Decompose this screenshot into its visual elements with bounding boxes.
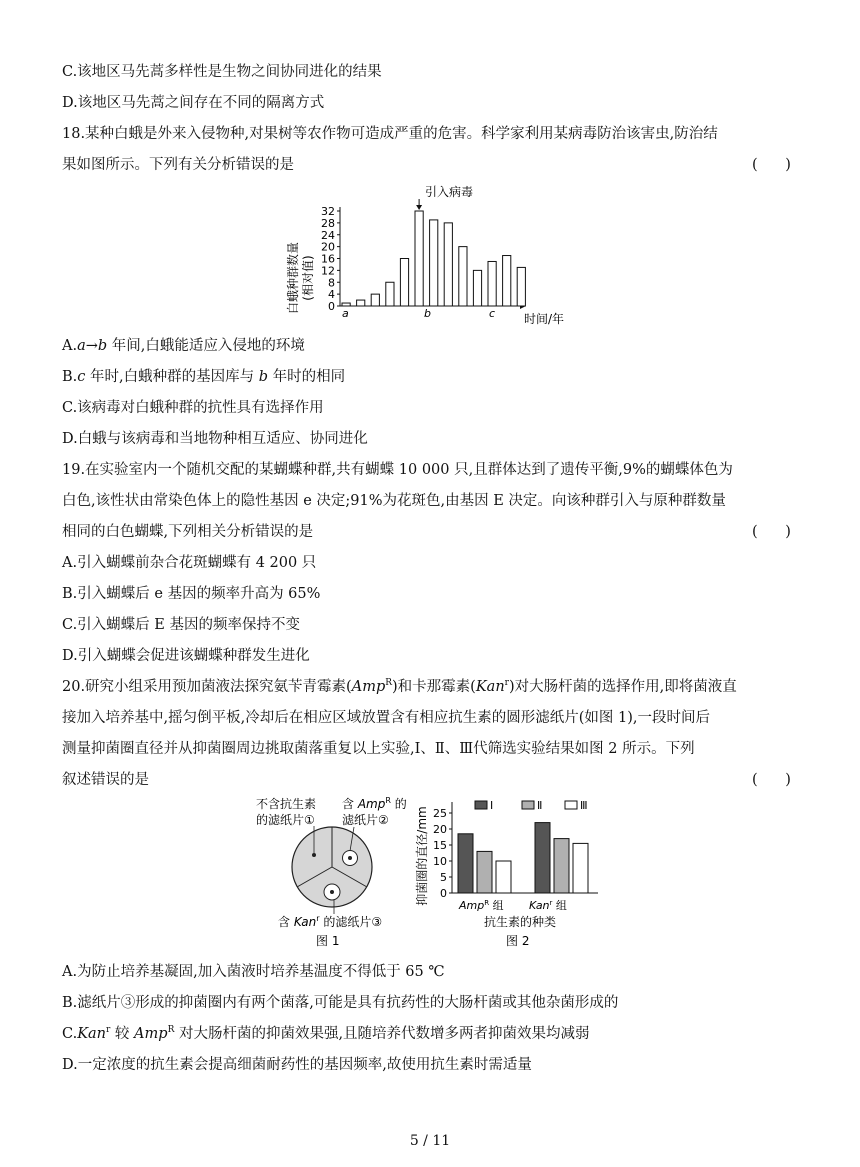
q18-stem-line2: 果如图所示。下列有关分析错误的是 [62,157,294,173]
filter-paper-3 [330,890,334,894]
inhibition-chart-ytick-label: 10 [433,855,447,868]
q19-stem-line2: 白色,该性状由常染色体上的隐性基因 e 决定;91%为花斑色,由基因 E 决定。向该种群引入与原种群数量 [62,493,726,509]
inhibition-legend-swatch [475,801,487,809]
moth-chart-ytick-label: 24 [321,228,335,242]
q19-option-c: C.引入蝴蝶后 E 基因的频率保持不变 [62,617,300,633]
inhibition-chart-category-kan: Kan$^r$ 组 [529,899,567,912]
inhibition-chart-ytick-label: 25 [433,807,447,820]
q20-stem-line3: 测量抑菌圈直径并从抑菌圈周边挑取菌落重复以上实验,Ⅰ、Ⅱ、Ⅲ代筛选实验结果如图 2 所示。下列 [62,741,695,757]
inhibition-legend-label: Ⅰ [490,799,494,812]
moth-chart-marker-a: a [342,307,349,320]
q20-option-a: A.为防止培养基凝固,加入菌液时培养基温度不得低于 65 ℃ [62,964,445,980]
moth-chart-bar [342,303,350,306]
moth-chart-xlabel: 时间/年 [524,312,565,326]
moth-chart-bar [430,220,438,306]
moth-population-chart [280,182,580,328]
q19-answer-paren: ( ) [752,524,791,540]
moth-chart-bar [415,211,423,306]
inhibition-chart-category-amp: Amp$^R$ 组 [459,899,504,912]
q20-option-c: C.Kan$^r$ 较 Amp$^R$ 对大肠杆菌的抑菌效果强,且随培养代数增多两者抑菌效果均减弱 [62,1025,590,1042]
moth-chart-bar [386,282,394,306]
inhibition-legend-label: Ⅱ [537,799,543,812]
q18-option-b: B.c 年时,白蛾种群的基因库与 b 年时的相同 [62,369,346,385]
inhibition-chart-bar [458,834,473,893]
inhibition-chart-bar [496,861,511,893]
fig1-caption: 图 1 [316,934,340,948]
q18-answer-paren: ( ) [752,157,791,173]
inhibition-chart-bar [535,823,550,893]
q18-option-a: A.a→b 年间,白蛾能适应入侵地的环境 [62,338,305,354]
inhibition-zone-chart [412,796,612,951]
moth-chart-bar [444,223,452,306]
q19-option-b: B.引入蝴蝶后 e 基因的频率升高为 65% [62,586,321,602]
q20-stem-line2: 接加入培养基中,摇匀倒平板,冷却后在相应区域放置含有相应抗生素的圆形滤纸片(如图 1),一段时间后 [62,710,710,726]
page-number: 5 / 11 [409,1133,451,1149]
moth-chart-ylabel-2: (相对值) [301,255,315,301]
q20-option-d: D.一定浓度的抗生素会提高细菌耐药性的基因频率,故使用抗生素时需适量 [62,1057,532,1073]
q19-stem-line3: 相同的白色蝴蝶,下列相关分析错误的是 [62,524,314,540]
q17-option-d: D.该地区马先蒿之间存在不同的隔离方式 [62,95,325,111]
q20-answer-paren: ( ) [752,772,791,788]
inhibition-chart-ytick-label: 5 [440,871,447,884]
inhibition-chart-ytick-label: 0 [440,887,447,900]
q17-option-c: C.该地区马先蒿多样性是生物之间协同进化的结果 [62,64,382,80]
moth-chart-bar [473,270,481,306]
moth-chart-bar [400,259,408,307]
moth-chart-marker-c: c [489,307,496,320]
moth-chart-bar [517,267,525,306]
inhibition-legend-swatch [565,801,577,809]
inhibition-chart-bar [477,851,492,893]
moth-chart-ytick-label: 4 [328,288,335,302]
moth-chart-bar [371,294,379,306]
moth-chart-bar [503,256,511,306]
moth-chart-ytick-label: 28 [321,216,335,230]
moth-chart-bar [459,247,467,306]
moth-chart-annotation: 引入病毒 [425,185,474,199]
moth-chart-ytick-label: 12 [321,264,335,278]
q19-option-d: D.引入蝴蝶会促进该蝴蝶种群发生进化 [62,648,310,664]
inhibition-chart-ytick-label: 15 [433,839,447,852]
inhibition-legend-label: Ⅲ [580,799,588,812]
moth-chart-bar [488,261,496,306]
moth-chart-ytick-label: 32 [321,205,335,218]
petri-dish-figure [250,796,420,951]
q20-stem-line1: 20.研究小组采用预加菌液法探究氨苄青霉素(Amp$^R$)和卡那霉素(Kan$^r$)对大肠杆菌的选择作用,即将菌液直 [62,678,737,695]
moth-chart-ytick-label: 16 [321,252,335,266]
fig2-caption: 图 2 [506,934,530,948]
q18-option-d: D.白蛾与该病毒和当地物种相互适应、协同进化 [62,431,368,447]
moth-chart-ytick-label: 20 [321,240,335,254]
moth-chart-ylabel-1: 白蛾种群数量 [286,241,300,315]
fig1-label-no-antibiotic-2: 的滤纸片① [256,813,315,827]
inhibition-chart-bar [573,843,588,893]
q18-stem-line1: 18.某种白蛾是外来入侵物种,对果树等农作物可造成严重的危害。科学家利用某病毒防治该害虫,防治结 [62,126,718,142]
q19-stem-line1: 19.在实验室内一个随机交配的某蝴蝶种群,共有蝴蝶 10 000 只,且群体达到了遗传平衡,9%的蝴蝶体色为 [62,462,733,478]
moth-chart-annotation-arrowhead [416,205,422,210]
inhibition-chart-xlabel: 抗生素的种类 [484,915,557,929]
filter-paper-1 [312,853,316,857]
fig1-label-no-antibiotic-1: 不含抗生素 [256,797,317,811]
fig1-label-kan: 含 Kan$^r$ 的滤纸片③ [278,914,383,929]
q20-stem-line4: 叙述错误的是 [62,772,149,788]
moth-chart-bar [357,300,365,306]
moth-chart-ytick-label: 0 [328,300,335,313]
filter-paper-2 [348,856,352,860]
moth-chart-marker-b: b [424,307,431,320]
inhibition-chart-ylabel: 抑菌圈的直径/mm [415,806,429,906]
inhibition-legend-swatch [522,801,534,809]
fig1-label-amp-2: 滤纸片② [342,813,389,827]
inhibition-chart-ytick-label: 20 [433,823,447,836]
q20-option-b: B.滤纸片③形成的抑菌圈内有两个菌落,可能是具有抗药性的大肠杆菌或其他杂菌形成的 [62,995,619,1011]
q19-option-a: A.引入蝴蝶前杂合花斑蝴蝶有 4 200 只 [62,555,317,571]
moth-chart-ytick-label: 8 [328,276,335,290]
q18-option-c: C.该病毒对白蛾种群的抗性具有选择作用 [62,400,324,416]
inhibition-chart-bar [554,839,569,893]
fig1-label-amp: 含 Amp$^R$ 的 [342,796,407,811]
